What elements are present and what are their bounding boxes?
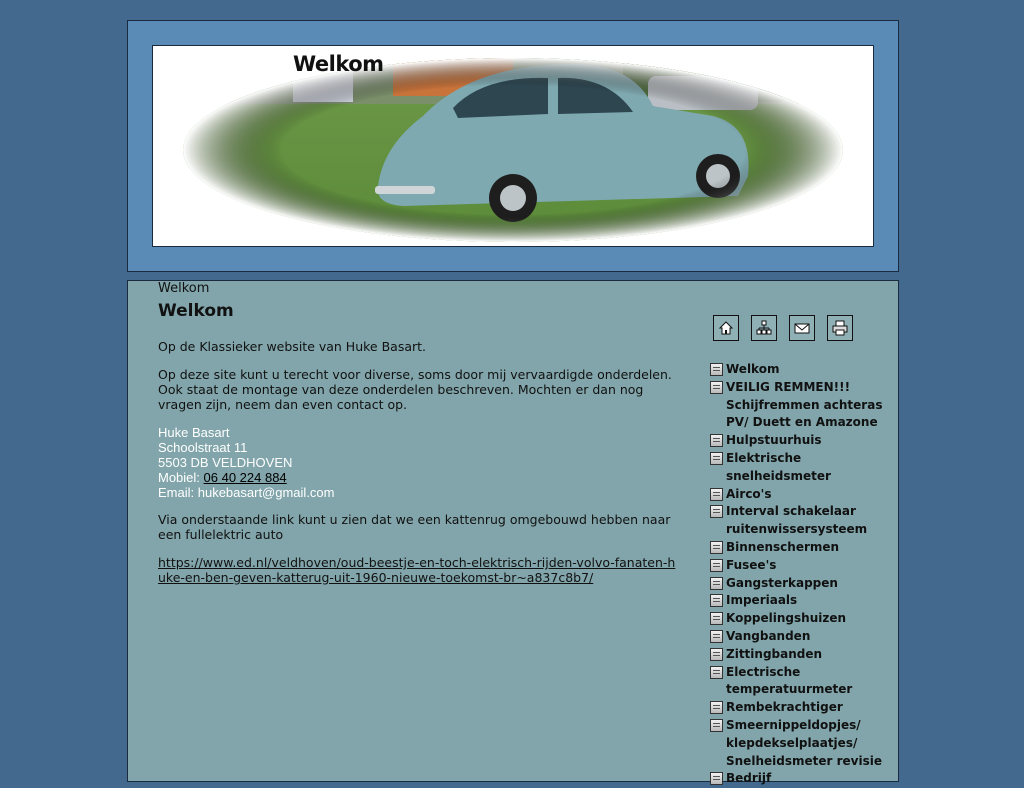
mail-button[interactable] <box>789 315 815 341</box>
sidebar-item[interactable] <box>710 379 890 432</box>
contact-name: Huke Basart <box>158 425 230 440</box>
folder-page-icon <box>710 648 723 661</box>
folder-page-icon <box>710 719 723 732</box>
page-icon <box>710 630 723 643</box>
contact-mobile-row <box>158 470 678 485</box>
page-icon <box>710 701 723 714</box>
intro-text: Op de Klassieker website van Huke Basart. <box>158 339 427 354</box>
print-button[interactable] <box>827 315 853 341</box>
sidebar-item-label: Gangsterkappen <box>726 575 838 590</box>
page-icon <box>710 363 723 376</box>
sidebar-item-label: VEILIG REMMEN!!! Schijfremmen achteras PV/ Duett en Amazone <box>726 379 883 430</box>
sidebar-item-label: Airco's <box>726 486 772 501</box>
sidebar-item-label: Welkom <box>726 362 780 376</box>
sidebar-item[interactable] <box>710 361 890 379</box>
link-intro-text: Via onderstaande link kunt u zien dat we een kattenrug omgebouwd hebben naar een fullelektric auto <box>158 512 671 542</box>
sidebar-item[interactable] <box>710 503 890 539</box>
sidebar-item-label: Hulpstuurhuis <box>726 433 822 448</box>
sidebar-item-label: Interval schakelaar ruitenwissersysteem <box>726 504 868 537</box>
sidebar-item-label: Fusee's <box>726 557 777 572</box>
sidebar-item[interactable] <box>710 432 890 450</box>
folder-page-icon <box>710 381 723 394</box>
article-link[interactable]: https://www.ed.nl/veldhoven/oud-beestje-en-toch-elektrisch-rijden-volvo-fanaten-huke-en-ben-geven-katterug-uit-1960-nieuwe-toekomst-br~a837c8b7/ <box>158 555 676 585</box>
page-icon <box>710 772 723 785</box>
contact-mobile-link[interactable]: 06 40 224 884 <box>203 470 287 485</box>
sidebar-item[interactable] <box>710 450 890 486</box>
mail-icon <box>794 320 810 336</box>
sidebar-item-label: Elektrische snelheidsmeter <box>726 450 831 483</box>
sidebar-item[interactable] <box>710 628 890 646</box>
sidebar-item-label: Rembekrachtiger <box>726 700 843 715</box>
page-icon <box>710 612 723 625</box>
sidebar-item[interactable] <box>710 486 890 504</box>
sidebar-item[interactable] <box>710 557 890 575</box>
description-text: Op deze site kunt u terecht voor diverse, soms door mij vervaardigde onderdelen. Ook staat de montage van deze onderdelen beschreven. Mochten er dan nog vragen zijn, neem dan even contact op. <box>158 367 672 412</box>
sidebar-item[interactable] <box>710 539 890 557</box>
sidebar-item[interactable] <box>710 646 890 664</box>
home-icon <box>718 320 734 336</box>
page-icon <box>710 594 723 607</box>
header-banner <box>152 45 874 247</box>
page-icon <box>710 666 723 679</box>
sidebar-item-label: Bedrijf <box>726 771 772 786</box>
folder-page-icon <box>710 541 723 554</box>
folder-page-icon <box>710 452 723 465</box>
page-icon <box>710 559 723 572</box>
sidebar-item[interactable] <box>710 592 890 610</box>
header-frame <box>127 20 899 272</box>
contact-mobile-label: Mobiel: <box>158 470 204 485</box>
page-icon <box>710 577 723 590</box>
page-icon <box>710 488 723 501</box>
sidebar-item-label: Imperiaals <box>726 593 798 608</box>
sidebar-item-label: Koppelingshuizen <box>726 611 847 626</box>
sidebar-item[interactable] <box>710 610 890 628</box>
sitemap-button[interactable] <box>751 315 777 341</box>
banner-title: Welkom <box>293 52 384 76</box>
page-icon <box>710 434 723 447</box>
side-navigation <box>710 361 890 788</box>
classic-car-photo <box>153 46 873 246</box>
sidebar-item[interactable] <box>710 770 890 788</box>
page-title: Welkom <box>158 301 234 321</box>
sidebar-item-label: Smeernippeldopjes/ klepdekselplaatjes/ Snelheidsmeter revisie <box>726 717 882 768</box>
sidebar-item[interactable] <box>710 717 890 770</box>
content-panel <box>127 280 899 786</box>
contact-city: 5503 DB VELDHOVEN <box>158 455 293 470</box>
sitemap-icon <box>756 320 772 336</box>
contact-street: Schoolstraat 11 <box>158 440 248 455</box>
sidebar-item-label: Vangbanden <box>726 628 811 643</box>
sidebar-item-label: Binnenschermen <box>726 539 840 554</box>
page-icon <box>710 505 723 518</box>
sidebar-item[interactable] <box>710 699 890 717</box>
sidebar-item-label: Zittingbanden <box>726 646 823 661</box>
main-content <box>158 339 678 598</box>
print-icon <box>832 320 848 336</box>
sidebar-item[interactable] <box>710 664 890 700</box>
sidebar-item[interactable] <box>710 575 890 593</box>
sidebar-item-label: Electrische temperatuurmeter <box>726 664 853 697</box>
breadcrumb[interactable]: Welkom <box>158 281 210 296</box>
contact-address <box>158 425 678 500</box>
home-button[interactable] <box>713 315 739 341</box>
contact-email: Email: hukebasart@gmail.com <box>158 485 335 500</box>
